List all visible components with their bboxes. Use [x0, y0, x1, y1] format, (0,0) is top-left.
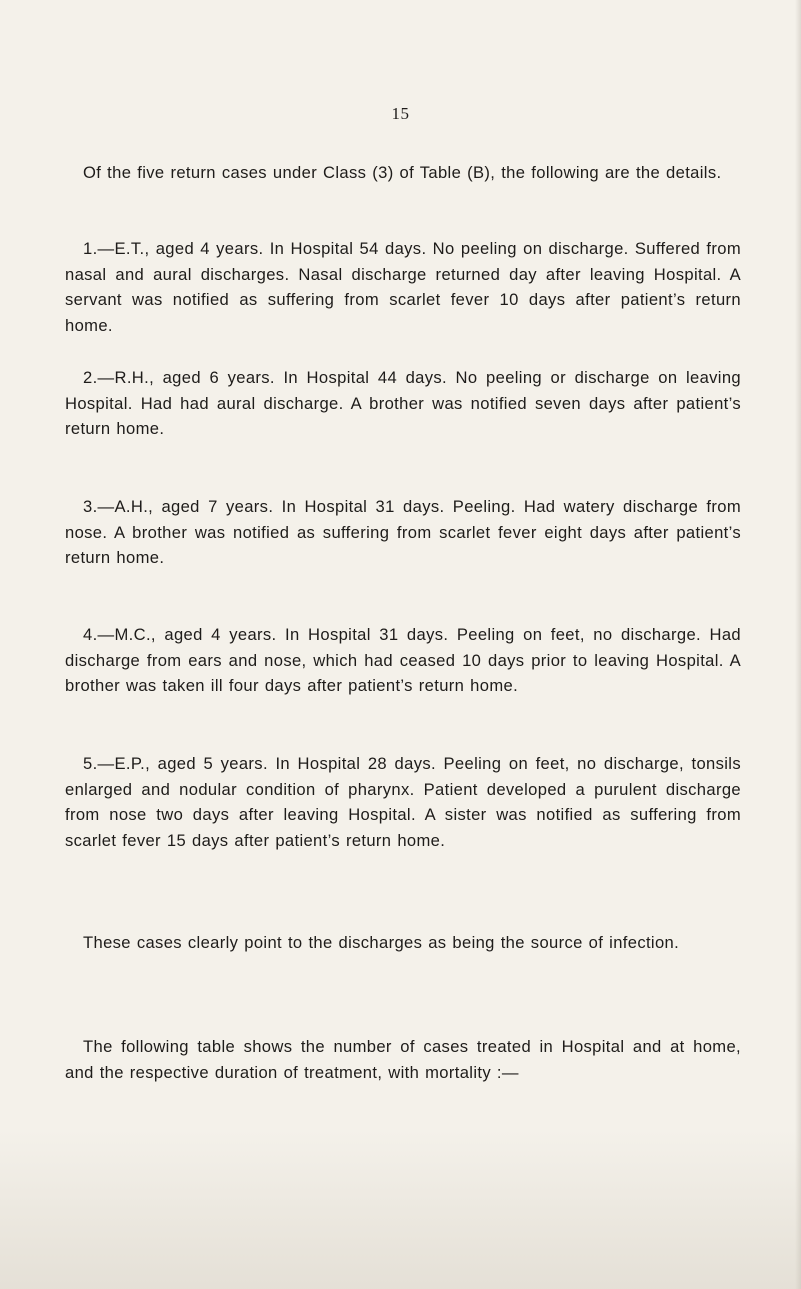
- page-edge-shadow: [795, 0, 801, 1289]
- case-1-paragraph: 1.—E.T., aged 4 years. In Hospital 54 days. No peeling on discharge. Suffered from nasal and aural discharges. Nasal discharge returned day after leaving Hospital. A servant was notified as suffering from scarlet fever 10 days after patient’s return home.: [65, 239, 741, 335]
- conclusion-paragraph: These cases clearly point to the discharges as being the source of infection.: [83, 933, 680, 952]
- case-5-paragraph: 5.—E.P., aged 5 years. In Hospital 28 days. Peeling on feet, no discharge, tonsils enlarged and nodular condition of pharynx. Patient developed a purulent discharge from nose two days after leaving Hospital. A sister was notified as suffering from scarlet fever 15 days after patient’s return home.: [65, 754, 741, 850]
- page-number: 15: [391, 104, 410, 123]
- page-bottom-tint: [0, 1129, 801, 1289]
- intro-paragraph: Of the five return cases under Class (3) of Table (B), the following are the details.: [83, 163, 722, 182]
- case-3-paragraph: 3.—A.H., aged 7 years. In Hospital 31 days. Peeling. Had watery discharge from nose. A brother was notified as suffering from scarlet fever eight days after patient’s return home.: [65, 497, 741, 568]
- table-intro-paragraph: The following table shows the number of cases treated in Hospital and at home, and the respective duration of treatment, with mortality :—: [65, 1037, 741, 1082]
- case-4-paragraph: 4.—M.C., aged 4 years. In Hospital 31 days. Peeling on feet, no discharge. Had discharge from ears and nose, which had ceased 10 days prior to leaving Hospital. A brother was taken ill four days after patient’s return home.: [65, 625, 741, 696]
- case-2-paragraph: 2.—R.H., aged 6 years. In Hospital 44 days. No peeling or discharge on leaving Hospital. Had had aural discharge. A brother was notified seven days after patient’s return home.: [65, 368, 741, 439]
